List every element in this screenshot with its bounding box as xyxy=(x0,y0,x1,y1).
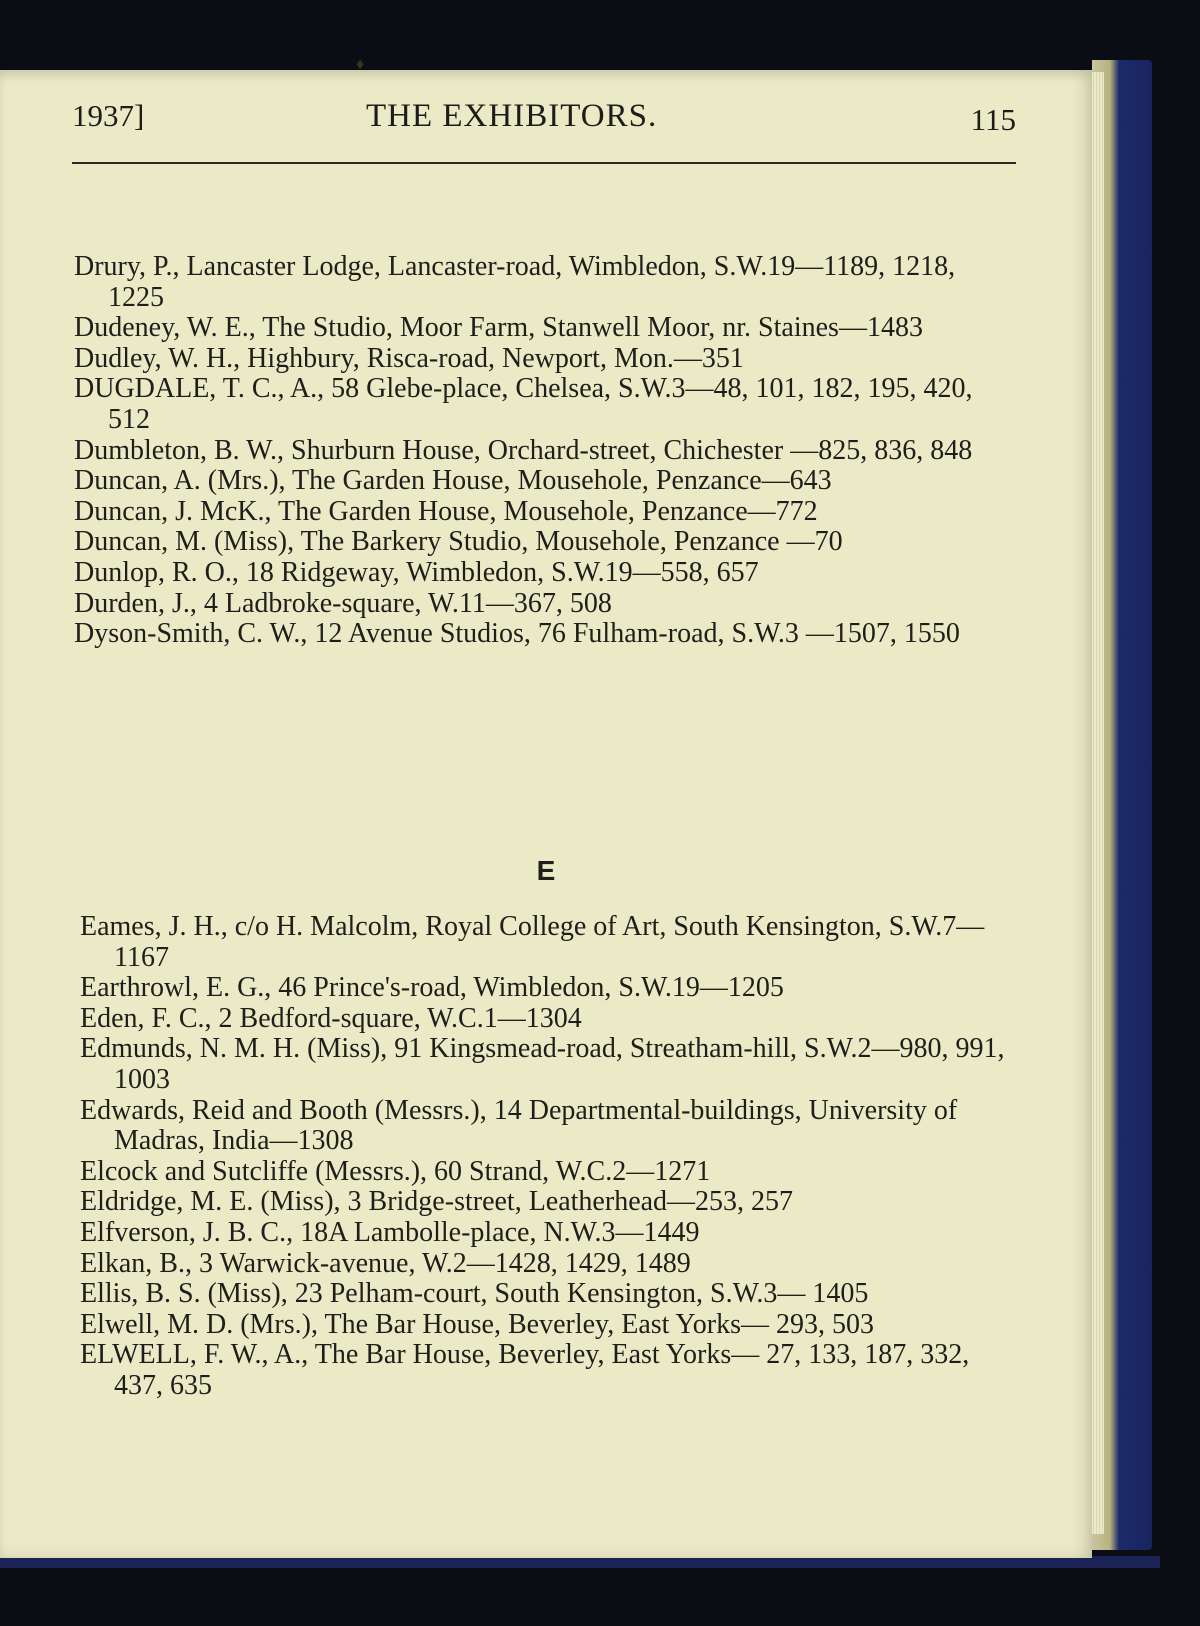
exhibitor-entry: Elkan, B., 3 Warwick-avenue, W.2—1428, 1429, 1489 xyxy=(80,1247,691,1279)
header-title: THE EXHIBITORS. xyxy=(366,98,658,134)
exhibitor-entry: Elfverson, J. B. C., 18A Lambolle-place, N.W.3—1449 xyxy=(80,1216,700,1248)
exhibitor-entry: Dudley, W. H., Highbury, Risca-road, Newport, Mon.—351 xyxy=(74,342,744,374)
exhibitor-entry: Duncan, A. (Mrs.), The Garden House, Mousehole, Penzance—643 xyxy=(74,465,832,497)
exhibitor-entry: Dumbleton, B. W., Shurburn House, Orchard-street, Chichester —825, 836, 848 xyxy=(74,434,973,466)
exhibitor-entry: Edwards, Reid and Booth (Messrs.), 14 Departmental-buildings, University of Madras, India—1308 xyxy=(80,1094,958,1157)
exhibitor-entry: Dudeney, W. E., The Studio, Moor Farm, Stanwell Moor, nr. Staines—1483 xyxy=(74,312,923,344)
exhibitor-entry: Duncan, J. McK., The Garden House, Mousehole, Penzance—772 xyxy=(74,495,818,527)
header-year: 1937] xyxy=(72,98,145,133)
exhibitor-entry: Dyson-Smith, C. W., 12 Avenue Studios, 76 Fulham-road, S.W.3 —1507, 1550 xyxy=(74,618,960,650)
exhibitor-entry: Durden, J., 4 Ladbroke-square, W.11—367, 508 xyxy=(74,587,612,619)
exhibitor-entry: Earthrowl, E. G., 46 Prince's-road, Wimbledon, S.W.19—1205 xyxy=(80,972,784,1004)
exhibitor-entry: Elwell, M. D. (Mrs.), The Bar House, Beverley, East Yorks— 293, 503 xyxy=(80,1308,875,1340)
exhibitor-entry: Drury, P., Lancaster Lodge, Lancaster-road, Wimbledon, S.W.19—1189, 1218, 1225 xyxy=(74,251,956,313)
exhibitor-entry: Elcock and Sutcliffe (Messrs.), 60 Strand, W.C.2—1271 xyxy=(80,1155,711,1187)
exhibitor-entry: Ellis, B. S. (Miss), 23 Pelham-court, South Kensington, S.W.3— 1405 xyxy=(80,1278,869,1310)
exhibitor-entry: Eames, J. H., c/o H. Malcolm, Royal College of Art, South Kensington, S.W.7—1167 xyxy=(80,911,985,973)
section-heading: E xyxy=(536,855,556,886)
exhibitor-entry: Edmunds, N. M. H. (Miss), 91 Kingsmead-road, Streatham-hill, S.W.2—980, 991, 1003 xyxy=(80,1033,1005,1095)
exhibitor-list-d xyxy=(74,252,1018,650)
header-rule xyxy=(72,162,1016,164)
page-number: 115 xyxy=(970,102,1016,137)
running-header xyxy=(72,98,1016,150)
exhibitor-entry: Eldridge, M. E. (Miss), 3 Bridge-street, Leatherhead—253, 257 xyxy=(80,1186,794,1218)
exhibitor-entry: Dunlop, R. O., 18 Ridgeway, Wimbledon, S.W.19—558, 657 xyxy=(74,556,759,588)
exhibitor-entry: DUGDALE, T. C., A., 58 Glebe-place, Chelsea, S.W.3—48, 101, 182, 195, 420, 512 xyxy=(74,373,973,435)
exhibitor-entry: ELWELL, F. W., A., The Bar House, Beverley, East Yorks— 27, 133, 187, 332, 437, 635 xyxy=(80,1339,970,1401)
exhibitor-entry: Duncan, M. (Miss), The Barkery Studio, Mousehole, Penzance —70 xyxy=(74,526,843,558)
print-mark-icon: ♦ xyxy=(356,56,365,73)
exhibitor-entry: Eden, F. C., 2 Bedford-square, W.C.1—1304 xyxy=(80,1002,582,1034)
exhibitor-list-e xyxy=(80,912,1024,1402)
